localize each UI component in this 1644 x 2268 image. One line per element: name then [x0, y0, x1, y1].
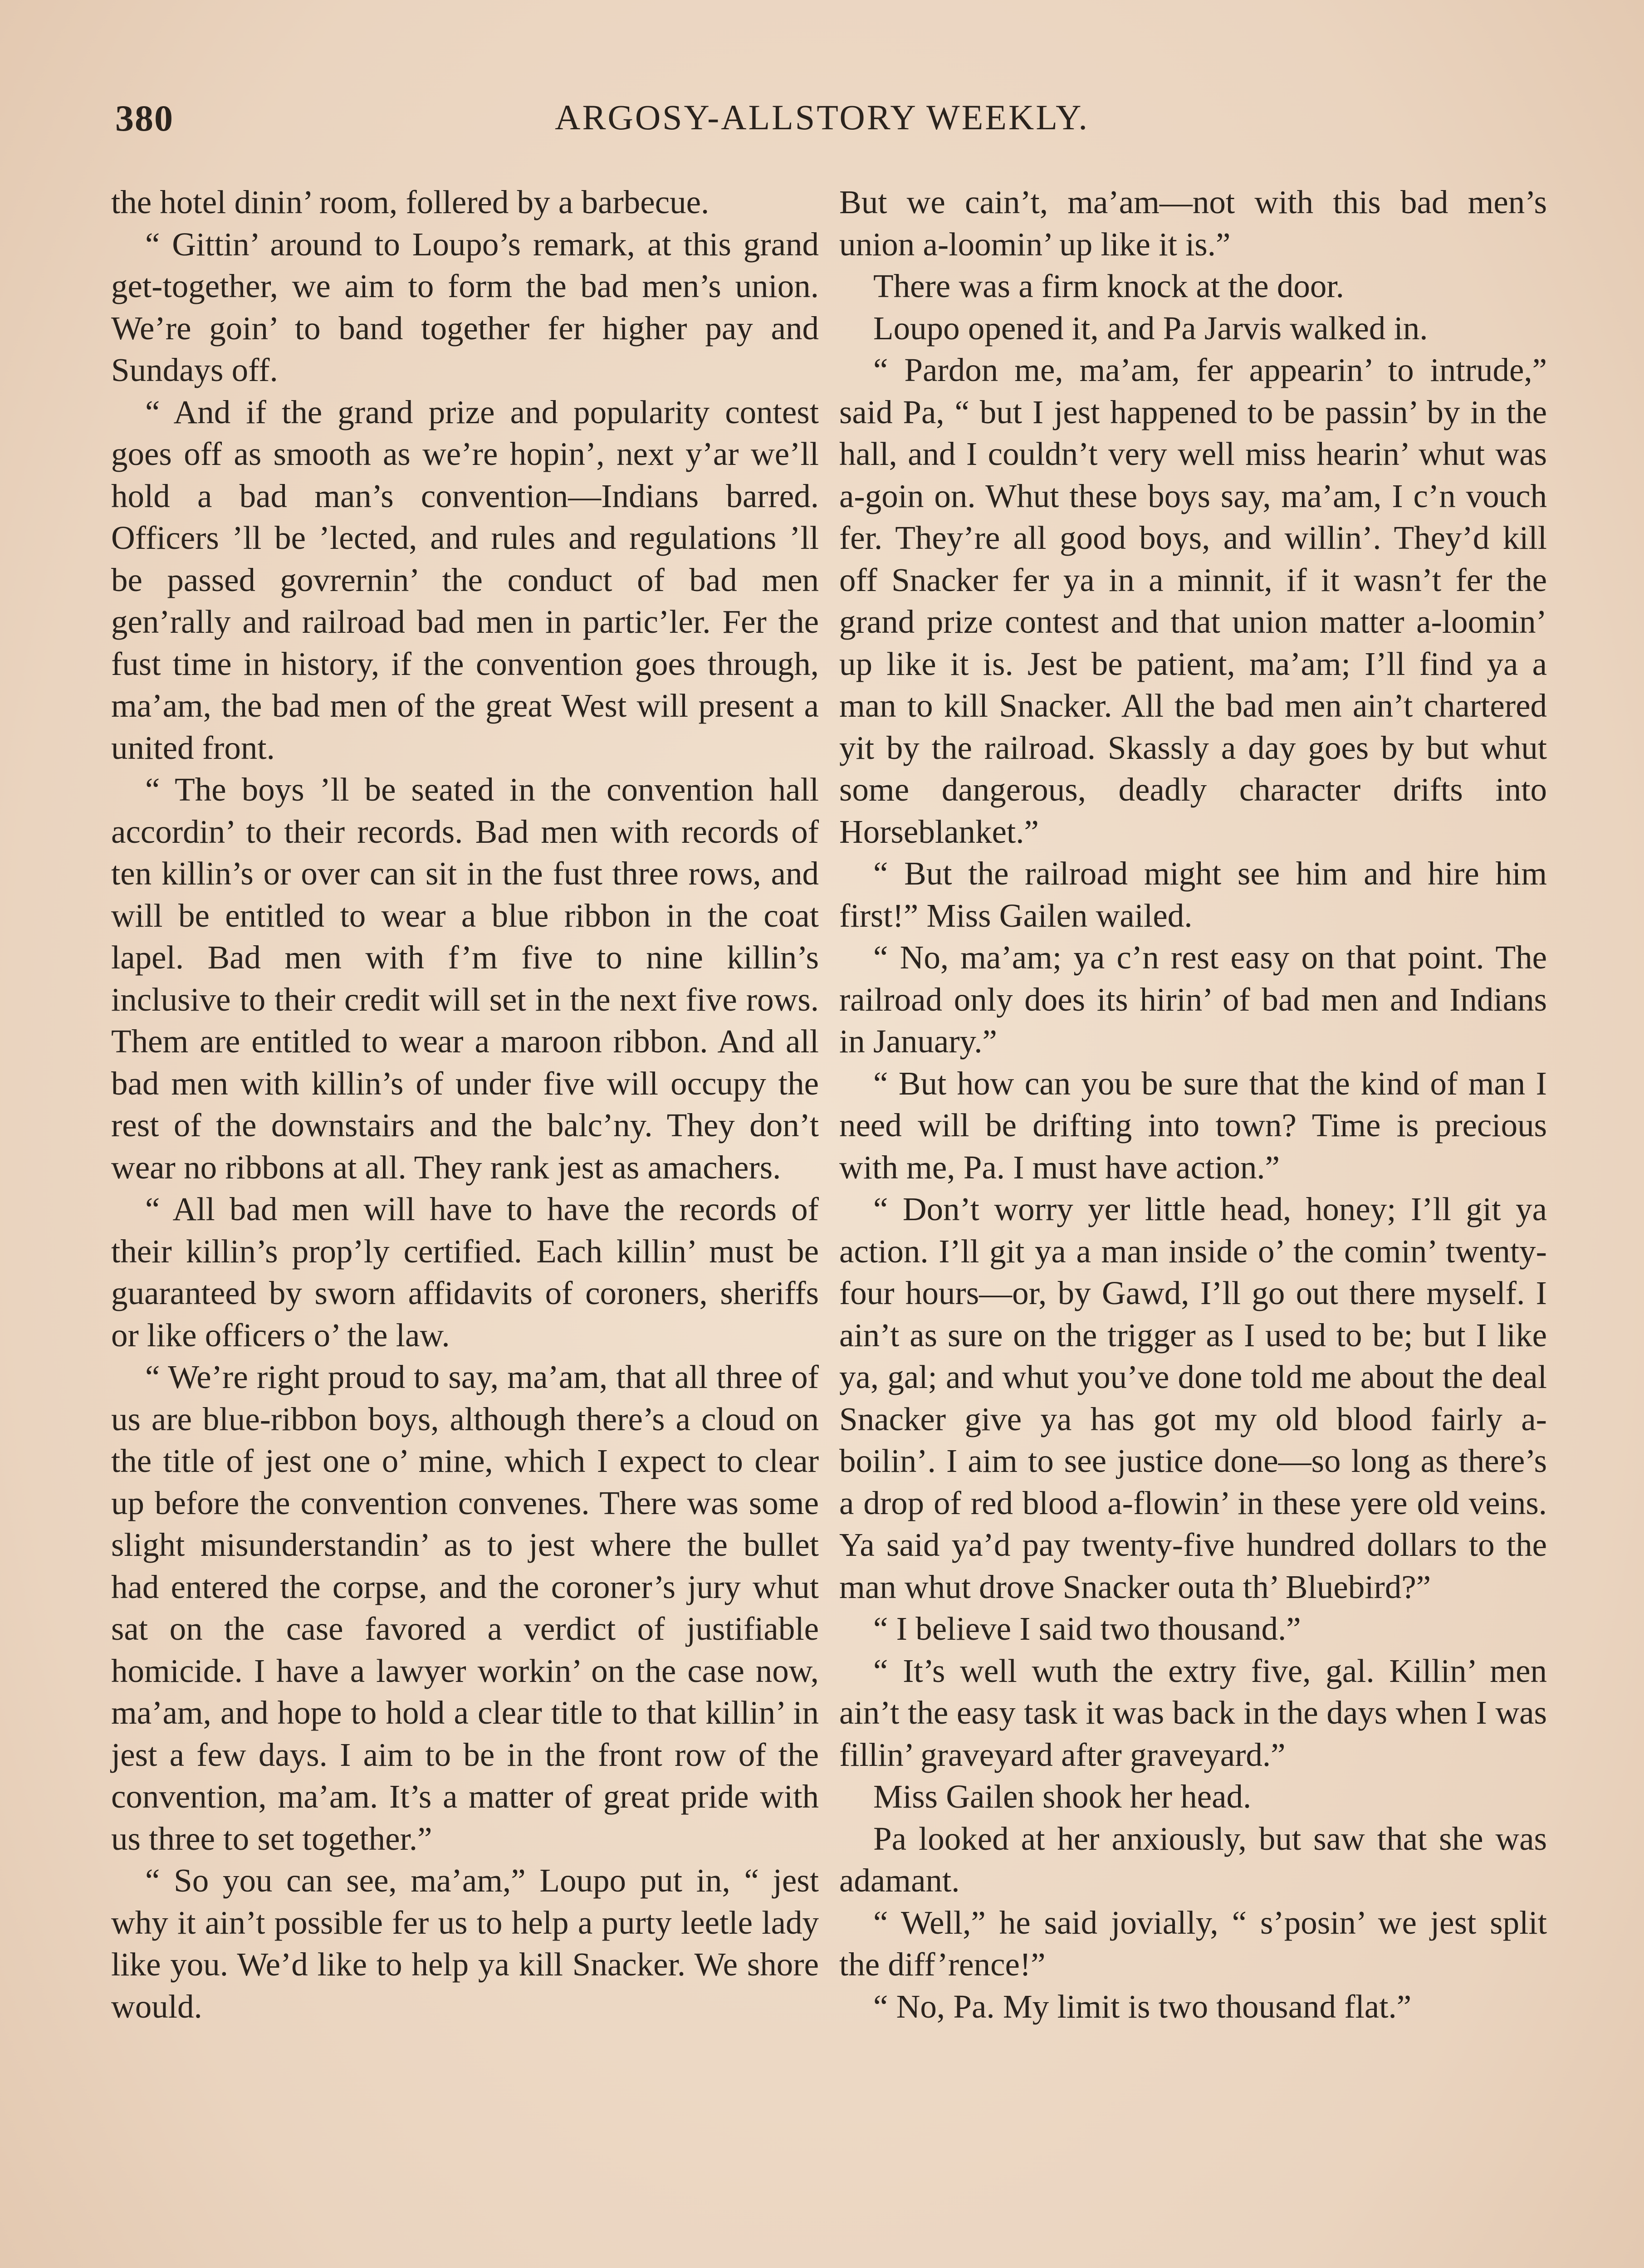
paragraph: There was a firm knock at the door. — [873, 268, 1344, 304]
paragraph: “ All bad men will have to have the records of their killin’s prop’ly certified. Each killin’ must be guaranteed by sworn affidavits of coroners, sheriffs or like officers o’ the law. — [111, 1191, 819, 1354]
paragraph: “ Gittin’ around to Loupo’s remark, at this grand get-together, we aim to form the bad men’s union. We’re goin’ to band together fer higher pay and Sundays off. — [111, 225, 819, 388]
right-column — [839, 181, 1547, 2268]
paragraph: “ But how can you be sure that the kind of man I need will be drifting into town? Time is precious with me, Pa. I must have action.” — [839, 1065, 1547, 1186]
paragraph: “ The boys ’ll be seated in the convention hall accordin’ to their records. Bad men with records of ten killin’s or over can sit in the fust three rows, and will be entitled to wear a blue ribbon in the coat lapel. Bad men with f’m five to nine killin’s inclusive to their credit will set in the next five rows. Them are entitled to wear a maroon ribbon. And all bad men with killin’s of under five will occupy the rest of the downstairs and the balc’ny. They don’t wear no ribbons at all. They rank jest as amachers. — [111, 771, 819, 1186]
paragraph: “ Well,” he said jovially, “ s’posin’ we jest split the diff’rence!” — [839, 1904, 1547, 1983]
paragraph: “ But the railroad might see him and hire him first!” Miss Gailen wailed. — [839, 855, 1547, 934]
paragraph: “ And if the grand prize and popularity contest goes off as smooth as we’re hopin’, next y’ar we’ll hold a bad man’s convention—Indians barred. Officers ’ll be ’lected, and rules and regulations ’ll be passed govrernin’ the conduct of bad men gen’rally and railroad bad men in partic’ler. Fer the fust time in history, if the convention goes through, ma’am, the bad men of the great West will present a united front. — [111, 393, 819, 766]
paragraph: “ I believe I said two thousand.” — [873, 1610, 1301, 1647]
paragraph: “ Pardon me, ma’am, fer appearin’ to intrude,” said Pa, “ but I jest happened to be passin’ by in the hall, and I couldn’t very well miss hearin’ whut was a-goin on. Whut these boys say, ma’am, I c’n vouch fer. They’re all good boys, and willin’. They’d kill off Snacker fer ya in a minnit, if it wasn’t fer the grand prize contest and that union matter a-loomin’ up like it is. Jest be patient, ma’am; I’ll find ya a man to kill Snacker. All the bad men ain’t chartered yit by the railroad. Skassly a day goes by but whut some dangerous, deadly character drifts into Horseblanket.” — [839, 352, 1547, 850]
paragraph: Miss Gailen shook her head. — [873, 1778, 1252, 1815]
paragraph: “ No, Pa. My limit is two thousand flat.” — [873, 1988, 1412, 2025]
paragraph: Loupo opened it, and Pa Jarvis walked in. — [873, 309, 1428, 347]
paragraph: “ We’re right proud to say, ma’am, that all three of us are blue-ribbon boys, although there’s a cloud on the title of jest one o’ mine, which I expect to clear up before the convention convenes. There was some slight misunderstandin’ as to jest where the bullet had entered the corpse, and the coroner’s jury whut sat on the case favored a verdict of justifiable homicide. I have a lawyer workin’ on the case now, ma’am, and hope to hold a clear title to that killin’ in jest a few days. I aim to be in the front row of the convention, ma’am. It’s a matter of great pride with us three to set together.” — [111, 1359, 819, 1857]
paragraph: “ It’s well wuth the extry five, gal. Killin’ men ain’t the easy task it was back in the days when I was fillin’ graveyard after graveyard.” — [839, 1652, 1547, 1773]
running-title: ARGOSY-ALLSTORY WEEKLY. — [555, 98, 1089, 137]
paragraph: Pa looked at her anxiously, but saw that she was adamant. — [839, 1820, 1547, 1899]
paragraph: “ So you can see, ma’am,” Loupo put in, “ jest why it ain’t possible fer us to help a purty leetle lady like you. We’d like to help ya kill Snacker. We shore would. — [111, 1862, 819, 2025]
page-number: 380 — [115, 98, 174, 139]
paragraph: But we cain’t, ma’am—not with this bad men’s union a-loomin’ up like it is.” — [839, 184, 1547, 263]
page-header — [109, 97, 1535, 147]
left-column — [111, 181, 819, 2268]
paragraph: “ No, ma’am; ya c’n rest easy on that point. The railroad only does its hirin’ of bad men and Indians in January.” — [839, 939, 1547, 1060]
paragraph: “ Don’t worry yer little head, honey; I’ll git ya action. I’ll git ya a man inside o’ the comin’ twenty-four hours—or, by Gawd, I’ll go out there myself. I ain’t as sure on the trigger as I used to be; but I like ya, gal; and whut you’ve done told me about the deal Snacker give ya has got my old blood fairly a-boilin’. I aim to see justice done—so long as there’s a drop of red blood a-flowin’ in these yere old veins. Ya said ya’d pay twenty-five hundred dollars to the man whut drove Snacker outa th’ Bluebird?” — [839, 1191, 1547, 1605]
paragraph: the hotel dinin’ room, follered by a barbecue. — [111, 184, 709, 220]
